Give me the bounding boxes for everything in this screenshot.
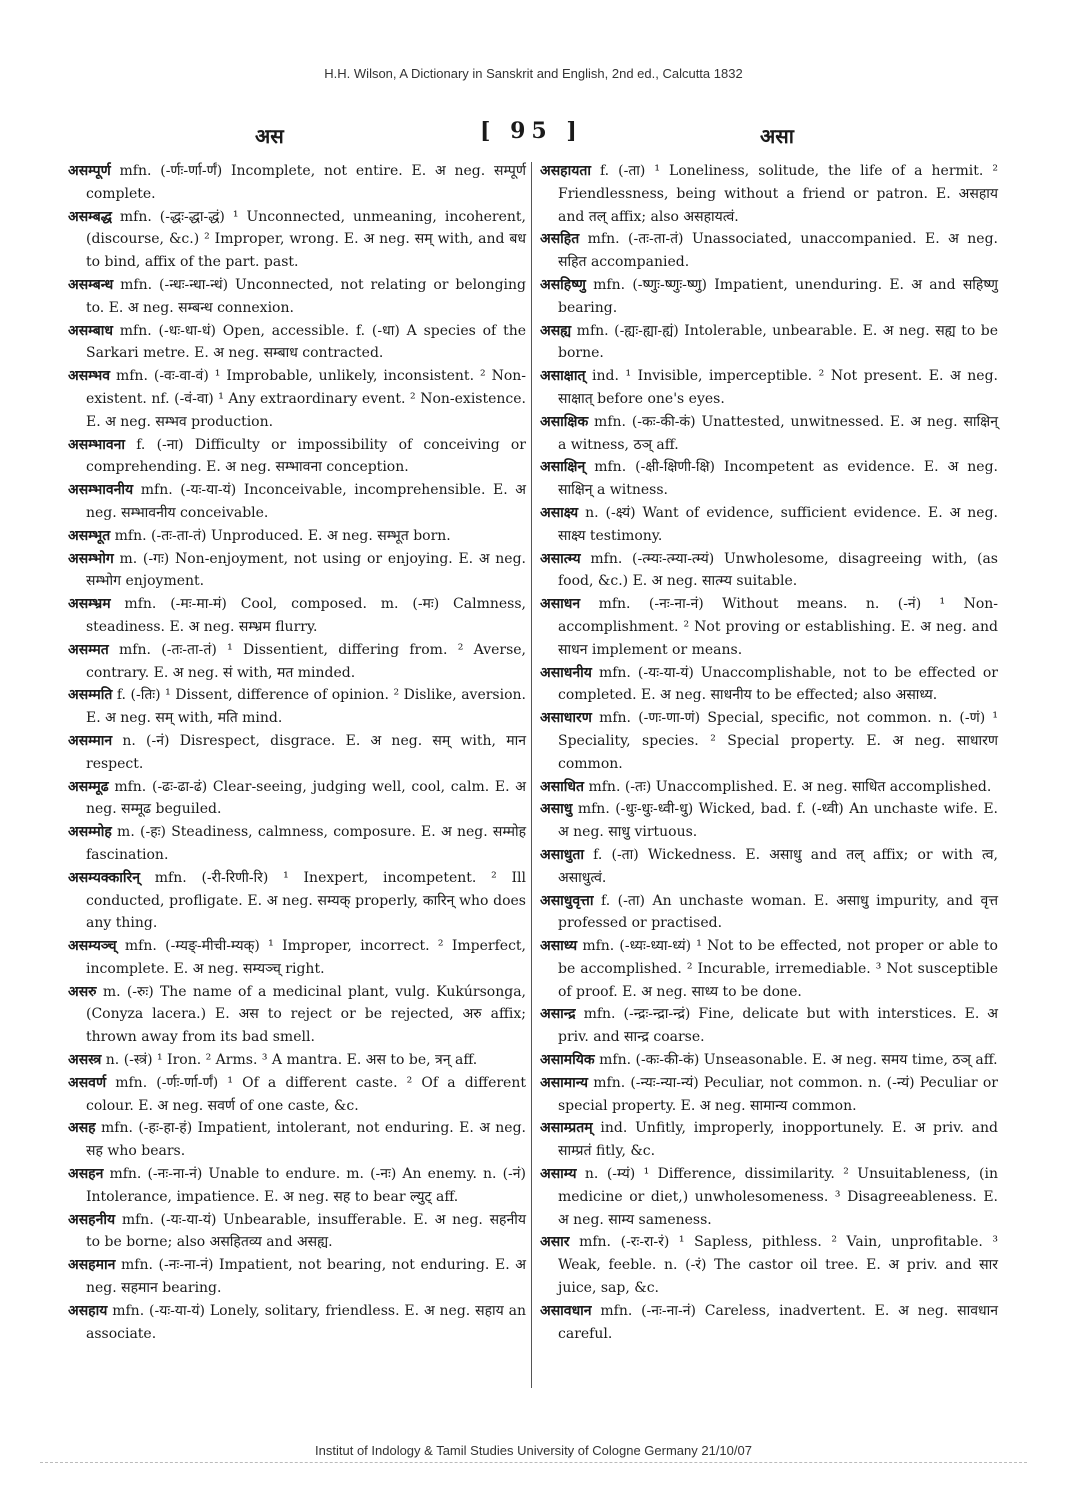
- dictionary-entry: [68, 365, 526, 433]
- dictionary-entry: [68, 1300, 526, 1346]
- entry-headword: असम्यक्कारिन्: [68, 869, 140, 886]
- entry-headword: असम्बन्ध: [68, 276, 114, 293]
- dictionary-entry: [68, 1072, 526, 1118]
- entry-definition: mfn. (-धः-धा-धं) Open, accessible. f. (-धा) A species of the Sarkari metre. E. अ neg. सम्बाध contracted.: [86, 322, 526, 362]
- dictionary-entry: [540, 1049, 998, 1072]
- entry-headword: असाक्षिन्: [540, 459, 586, 476]
- entry-headword: असहायता: [540, 163, 591, 179]
- entry-definition: mfn. (-म्यङ्-मीची-म्यक्) ¹ Improper, incorrect. ² Imperfect, incomplete. E. अ neg. सम्यञ्च् right.: [86, 938, 526, 977]
- entry-definition: mfn. (-न्द्रः-न्द्रा-न्द्रं) Fine, delicate but with interstices. E. अ priv. and सान्द्र coarse.: [558, 1006, 998, 1046]
- dictionary-entry: [68, 320, 526, 366]
- entry-headword: असान्द्र: [540, 1006, 576, 1023]
- dictionary-entry: [540, 798, 998, 844]
- entry-definition: mfn. (-तः-ता-तं) ¹ Dissentient, differing from. ² Averse, contrary. E. अ neg. सं with, मत minded.: [86, 641, 526, 681]
- dictionary-entry: [540, 890, 998, 936]
- dictionary-entry: [540, 844, 998, 890]
- entry-headword: असह: [68, 1120, 96, 1137]
- entry-headword: असाधुता: [540, 846, 585, 863]
- entry-headword: असम्बाध: [68, 322, 113, 339]
- page-number: [ 95 ]: [480, 118, 583, 144]
- entry-headword: असह्य: [540, 322, 572, 339]
- entry-headword: असाध्य: [540, 938, 578, 955]
- entry-definition: mfn. (-यः-या-यं) Unbearable, insufferable. E. अ neg. सहनीय to be borne; also असहितव्य and असह्य.: [86, 1211, 526, 1251]
- entry-definition: f. (-ना) Difficulty or impossibility of conceiving or comprehending. E. अ neg. सम्भावना conception.: [86, 436, 526, 476]
- entry-definition: n. (-नं) Disrespect, disgrace. E. अ neg. सम् with, मान respect.: [86, 732, 526, 772]
- dictionary-entry: [68, 776, 526, 822]
- entry-headword: असामयिक: [540, 1052, 595, 1069]
- dictionary-entry: [540, 1231, 998, 1299]
- entry-definition: mfn. (-क्षी-क्षिणी-क्षि) Incompetent as evidence. E. अ neg. साक्षिन् a witness.: [558, 459, 998, 499]
- dictionary-entry: [68, 935, 526, 981]
- left-catchword: अस: [255, 124, 284, 148]
- dictionary-entry: [540, 320, 998, 366]
- right-catchword: असा: [760, 124, 794, 148]
- entry-headword: असम्मान: [68, 732, 113, 749]
- entry-definition: ind. ¹ Invisible, imperceptible. ² Not present. E. अ neg. साक्षात् before one's eyes.: [558, 368, 998, 407]
- right-column: [540, 160, 998, 1345]
- dictionary-entry: [540, 160, 998, 228]
- entry-definition: mfn. (-तः) Unaccomplished. E. अ neg. साधित accomplished.: [584, 778, 992, 795]
- dictionary-entry: [68, 1163, 526, 1209]
- entry-definition: f. (-ता) ¹ Loneliness, solitude, the life of a hermit. ² Friendlessness, being without a friend or patron. E. असहाय and तल् affix; also असहायत्वं.: [558, 163, 998, 225]
- entry-headword: असाधुवृत्ता: [540, 892, 594, 909]
- entry-headword: असम्भावनीय: [68, 482, 134, 499]
- dictionary-entry: [540, 411, 998, 457]
- entry-headword: असम्भावना: [68, 436, 126, 453]
- entry-definition: mfn. (-कः-की-कं) Unattested, unwitnessed. E. अ neg. साक्षिन् a witness, ठञ् aff.: [558, 413, 998, 453]
- entry-definition: mfn. (-नः-ना-नं) Impatient, not bearing, not enduring. E. अ neg. सहमान bearing.: [86, 1257, 526, 1297]
- entry-definition: m. (-हः) Steadiness, calmness, composure. E. अ neg. सम्मोह fascination.: [86, 824, 526, 863]
- dictionary-entry: [68, 730, 526, 776]
- entry-headword: असहन: [68, 1166, 104, 1183]
- entry-definition: mfn. (-णः-णा-णं) Special, specific, not common. n. (-णं) ¹ Speciality, species. ² Special property. E. अ neg. साधारण common.: [558, 710, 998, 772]
- entry-headword: असम्भोग: [68, 550, 114, 567]
- entry-definition: mfn. (-तः-ता-तं) Unassociated, unaccompanied. E. अ neg. सहित accompanied.: [558, 231, 998, 271]
- entry-headword: असहिष्णु: [540, 276, 586, 293]
- dictionary-entry: [68, 1209, 526, 1255]
- entry-definition: m. (-गः) Non-enjoyment, not using or enjoying. E. अ neg. सम्भोग enjoyment.: [86, 550, 526, 590]
- entry-headword: असाक्षात्: [540, 368, 586, 385]
- entry-definition: mfn. (-ढः-ढा-ढं) Clear-seeing, judging well, cool, calm. E. अ neg. सम्मूढ beguiled.: [86, 778, 526, 818]
- entry-headword: असम्पूर्ण: [68, 163, 111, 179]
- entry-headword: असम्भूत: [68, 527, 111, 544]
- entry-headword: असावधान: [540, 1302, 592, 1319]
- entry-headword: असम्मूढ: [68, 778, 109, 795]
- entry-definition: mfn. (-यः-या-यं) Lonely, solitary, friendless. E. अ neg. सहाय an associate.: [86, 1302, 526, 1342]
- entry-definition: mfn. (-हः-हा-हं) Impatient, intolerant, not enduring. E. अ neg. सह who bears.: [86, 1120, 526, 1160]
- entry-definition: mfn. (-तः-ता-तं) Unproduced. E. अ neg. सम्भूत born.: [110, 527, 451, 544]
- dictionary-entry: [68, 434, 526, 480]
- dictionary-entry: [68, 1254, 526, 1300]
- dictionary-entry: [68, 274, 526, 320]
- dictionary-entry: [540, 365, 998, 411]
- entry-definition: mfn. (-रः-रा-रं) ¹ Sapless, pithless. ² Vain, unprofitable. ³ Weak, feeble. n. (-रं) The castor oil tree. E. अ priv. and सार juice, sap, &c.: [558, 1234, 998, 1297]
- entry-definition: mfn. (-वः-वा-वं) ¹ Improbable, unlikely, inconsistent. ² Non-existent. nf. (-वं-वा) ¹ Any extraordinary event. ² Non-existence. E. अ neg. सम्भव production.: [86, 368, 526, 430]
- dictionary-entry: [68, 1049, 526, 1072]
- dictionary-entry: [68, 821, 526, 867]
- entry-headword: असहमान: [68, 1257, 116, 1274]
- dictionary-entry: [68, 479, 526, 525]
- entry-headword: असाक्षिक: [540, 413, 589, 430]
- entry-definition: f. (-तिः) ¹ Dissent, difference of opinion. ² Dislike, aversion. E. अ neg. सम् with, मति mind.: [86, 687, 526, 727]
- column-divider: [531, 162, 532, 1388]
- entry-headword: असात्म्य: [540, 550, 581, 567]
- dictionary-entry: [540, 456, 998, 502]
- entry-definition: n. (-क्ष्यं) Want of evidence, sufficient evidence. E. अ neg. साक्ष्य testimony.: [558, 504, 998, 544]
- dictionary-entry: [68, 867, 526, 935]
- entry-headword: असम्यञ्च्: [68, 938, 117, 955]
- entry-definition: mfn. (-त्म्यः-त्म्या-त्म्यं) Unwholesome, disagreeing with, (as food, &c.) E. अ neg. सात्म्य suitable.: [558, 550, 998, 590]
- entry-definition: mfn. (-न्धः-न्धा-न्धं) Unconnected, not relating or belonging to. E. अ neg. सम्बन्ध connexion.: [86, 276, 526, 316]
- entry-definition: mfn. (-धुः-धुः-ध्वी-धु) Wicked, bad. f. (-ध्वी) An unchaste wife. E. अ neg. साधु virtuous.: [558, 801, 998, 841]
- entry-definition: n. (-म्यं) ¹ Difference, dissimilarity. ² Unsuitableness, (in medicine or diet,) unwholesomeness. ³ Disagreeableness. E. अ neg. साम्य sameness.: [558, 1166, 998, 1228]
- entry-headword: असाम्प्रतम्: [540, 1120, 593, 1137]
- entry-definition: f. (-ता) Wickedness. E. असाधु and तल् affix; or with त्व, असाधुत्वं.: [558, 846, 998, 886]
- entry-definition: f. (-ता) An unchaste woman. E. असाधु impurity, and वृत्त professed or practised.: [558, 892, 998, 932]
- entry-definition: mfn. (-री-रिणी-रि) ¹ Inexpert, incompetent. ² Ill conducted, profligate. E. अ neg. सम्यक् properly, कारिन् who does any thing.: [86, 869, 526, 932]
- entry-definition: mfn. (-ध्यः-ध्या-ध्यं) ¹ Not to be effected, not proper or able to be accomplished. ² Incurable, irremediable. ³ Not susceptible of proof. E. अ neg. साध्य to be done.: [558, 938, 998, 1000]
- entry-headword: असम्भव: [68, 368, 110, 385]
- entry-headword: असम्मत: [68, 641, 109, 658]
- dictionary-entry: [68, 548, 526, 594]
- entry-headword: असम्मोह: [68, 824, 112, 841]
- dictionary-entry: [540, 1003, 998, 1049]
- entry-definition: mfn. (-न्यः-न्या-न्यं) Peculiar, not common. n. (-न्यं) Peculiar or special property. E. अ neg. सामान्य common.: [558, 1074, 998, 1114]
- dictionary-entry: [540, 274, 998, 320]
- entry-definition: n. (-स्त्रं) ¹ Iron. ² Arms. ³ A mantra. E. अस to be, त्रन् aff.: [101, 1052, 478, 1069]
- scan-credit-header: H.H. Wilson, A Dictionary in Sanskrit and English, 2nd ed., Calcutta 1832: [324, 66, 743, 81]
- entry-definition: mfn. (-यः-या-यं) Unaccomplishable, not to be effected or completed. E. अ neg. साधनीय to be effected; also असाध्य.: [558, 664, 998, 704]
- entry-headword: असाक्ष्य: [540, 504, 579, 521]
- entry-definition: mfn. (-र्णः-र्णा-र्णं) Incomplete, not entire. E. अ neg. सम्पूर्ण complete.: [86, 163, 526, 202]
- entry-definition: mfn. (-नः-ना-नं) Without means. n. (-नं) ¹ Non-accomplishment. ² Not proving or establishing. E. अ neg. and साधन implement or means.: [558, 596, 998, 658]
- entry-headword: असहनीय: [68, 1211, 116, 1228]
- entry-headword: असाधित: [540, 778, 585, 795]
- dictionary-entry: [540, 502, 998, 548]
- dictionary-entry: [68, 160, 526, 206]
- page-header: [60, 118, 1007, 152]
- dictionary-entry: [68, 525, 526, 548]
- dictionary-entry: [540, 1300, 998, 1346]
- dictionary-entry: [68, 593, 526, 639]
- dictionary-entry: [68, 1117, 526, 1163]
- entry-headword: असाधनीय: [540, 664, 592, 681]
- dictionary-entry: [540, 593, 998, 661]
- dictionary-entry: [540, 707, 998, 775]
- footer-rule: [40, 1462, 1027, 1464]
- dictionary-entry: [68, 684, 526, 730]
- entry-definition: mfn. (-ष्णुः-ष्णुः-ष्णु) Impatient, unenduring. E. अ and सहिष्णु bearing.: [558, 276, 998, 316]
- dictionary-entry: [540, 1117, 998, 1163]
- dictionary-entry: [540, 662, 998, 708]
- entry-headword: असम्बद्ध: [68, 208, 112, 225]
- dictionary-entry: [68, 981, 526, 1049]
- entry-headword: असार: [540, 1234, 570, 1251]
- entry-headword: असाधन: [540, 596, 581, 613]
- entry-definition: m. (-रुः) The name of a medicinal plant, vulg. Kukúrsonga, (Conyza lacera.) E. अस to reject or be rejected, अरु affix; thrown away from its bad smell.: [86, 983, 526, 1046]
- scan-credit-footer: Institut of Indology & Tamil Studies University of Cologne Germany 21/10/07: [315, 1443, 752, 1458]
- entry-definition: mfn. (-द्धः-द्धा-द्धं) ¹ Unconnected, unmeaning, incoherent, (discourse, &c.) ² Improper, wrong. E. अ neg. सम् with, and बध to bind, affix of the part. past.: [86, 208, 526, 271]
- entry-definition: mfn. (-र्णः-र्णा-र्णं) ¹ Of a different caste. ² Of a different colour. E. अ neg. सवर्ण of one caste, &c.: [86, 1074, 526, 1114]
- entry-definition: mfn. (-यः-या-यं) Inconceivable, incomprehensible. E. अ neg. सम्भावनीय conceivable.: [86, 482, 526, 521]
- entry-headword: असाम्य: [540, 1166, 577, 1183]
- dictionary-entry: [540, 776, 998, 799]
- entry-headword: असाधु: [540, 801, 573, 818]
- entry-definition: mfn. (-नः-ना-नं) Careless, inadvertent. E. अ neg. सावधान careful.: [558, 1302, 998, 1342]
- entry-definition: ind. Unfitly, improperly, inopportunely. E. अ priv. and साम्प्रतं fitly, &c.: [558, 1120, 998, 1160]
- dictionary-entry: [68, 206, 526, 274]
- entry-headword: असस्त्र: [68, 1052, 102, 1069]
- entry-headword: असरु: [68, 983, 97, 1000]
- entry-headword: असम्भ्रम: [68, 596, 111, 613]
- dictionary-entry: [540, 548, 998, 594]
- entry-headword: असामान्य: [540, 1074, 589, 1091]
- entry-headword: असवर्ण: [68, 1074, 107, 1091]
- left-column: [68, 160, 526, 1345]
- entry-definition: mfn. (-ह्यः-ह्या-ह्यं) Intolerable, unbearable. E. अ neg. सह्य to be borne.: [558, 322, 998, 362]
- entry-headword: असम्मति: [68, 687, 113, 704]
- entry-definition: mfn. (-नः-ना-नं) Unable to endure. m. (-नः) An enemy. n. (-नं) Intolerance, impatience. E. अ neg. सह to bear ल्युट् aff.: [86, 1166, 526, 1205]
- dictionary-entry: [540, 1163, 998, 1231]
- dictionary-entry: [68, 639, 526, 685]
- entry-headword: असहाय: [68, 1302, 108, 1319]
- entry-definition: mfn. (-मः-मा-मं) Cool, composed. m. (-मः) Calmness, steadiness. E. अ neg. सम्भ्रम flurry.: [86, 596, 526, 635]
- dictionary-entry: [540, 228, 998, 274]
- dictionary-entry: [540, 935, 998, 1003]
- entry-headword: असहित: [540, 231, 580, 248]
- dictionary-entry: [540, 1072, 998, 1118]
- entry-definition: mfn. (-कः-की-कं) Unseasonable. E. अ neg. समय time, ठञ् aff.: [594, 1052, 998, 1069]
- entry-headword: असाधारण: [540, 710, 592, 727]
